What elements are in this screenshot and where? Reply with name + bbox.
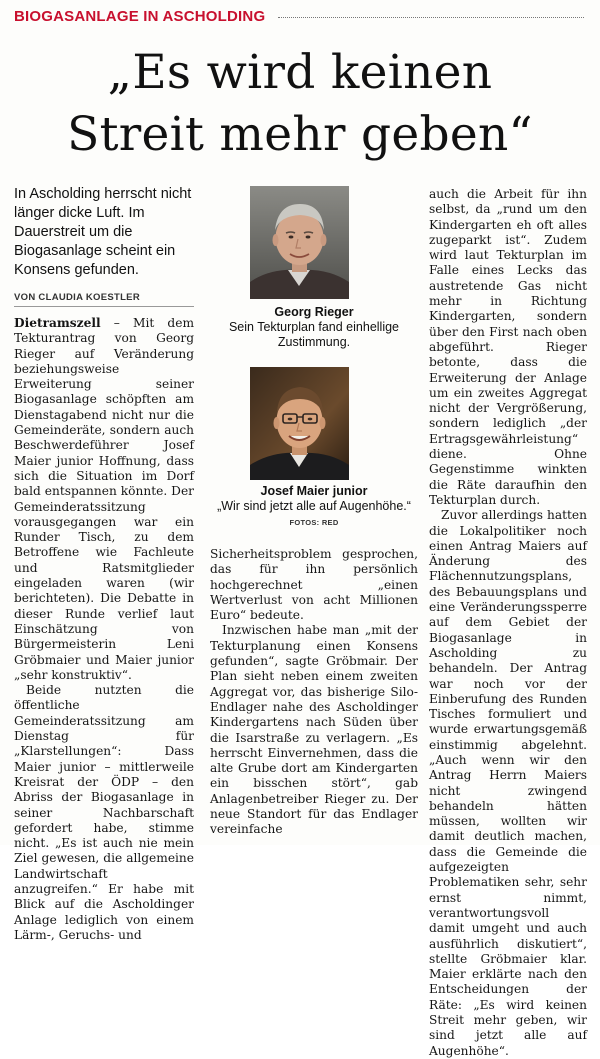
caption-text: Sein Tekturplan fand einhellige Zustimmung. [228,320,400,349]
author-byline: VON CLAUDIA KOESTLER [14,292,140,303]
photo-credit: FOTOS: RED [289,518,339,527]
dateline-place: Dietramszell [14,316,101,330]
caption-name: Josef Maier junior [260,484,368,498]
paragraph: Zuvor allerdings hatten die Lokalpolitiker noch einen Antrag Maiers auf Änderung des Flächennutzungsplans, des Bebauungsplans und eine Veränderungssperre auf dem Gebiet der Biogasanlage in Ascholding zu behandeln. Der Antrag war noch vor der Einberufung des Runden Tisches formuliert und wurde erwartungsgemäß einstimmig abgelehnt. „Auch wenn wir den Antrag Herrn Maiers nicht zwingend behandeln hätten müssen, wollten wir damit deutlich machen, dass die Gemeinde die aufgezeigten Problematiken sehr, sehr ernst nimmt, verantwortungsvoll damit umgeht und auch ausführlich diskutiert“, stellte Gröbmaier klar. Maier erklärte nach den Entscheidungen der Räte: „Es wird keinen Streit mehr geben, wir sind jetzt alle auf Augenhöhe“. [429,508,587,1058]
paragraph: Beide nutzten die öffentliche Gemeinderatssitzung am Dienstag für „Klarstellungen“: Dass Maier junior – mittlerweile Kreisrat der ÖDP – den Abriss der Biogasanlage in seiner Nachbarschaft gefordert habe, stimme nicht. „Es ist auch nie mein Ziel gewesen, die allgemeine Landwirtschaft anzugreifen.“ Er habe mit Blick auf die Ascholdinger Anlage lediglich von einem Lärm-, Geruchs- und [14,683,194,942]
article-column-2 [210,547,418,838]
caption-text: „Wir sind jetzt alle auf Augenhöhe.“ FOTOS: RED [217,499,411,527]
caption-name: Georg Rieger [274,305,354,319]
rubric-dotted-rule [278,17,584,18]
paragraph [14,316,194,683]
headline-line-1: „Es wird keinen [107,45,493,100]
article-column-3 [429,187,587,1059]
photo-caption-maier [210,484,418,530]
headline-line-2: Streit mehr geben“ [67,107,533,162]
paragraph-text: – Mit dem Tekturantrag von Georg Rieger auf Veränderung beziehungsweise Erweiterung seiner Biogasanlage schöpften am Dienstagabend nicht nur die Gemeinderäte, sondern auch Beschwerdeführer Josef Maier junior Hoffnung, dass sich die Situation im Dorf bald entspannen könnte. Der Gemeinderatssitzung vorausgegangen war ein Runder Tisch, zu dem Betroffene wie Fachleute und Ratsmitglieder eingeladen waren (wir berichteten). Die Debatte in dieser Runde verlief laut Einschätzung von Bürgermeisterin Leni Gröbmaier und Maier junior „sehr konstruktiv“. [14,316,194,682]
paragraph: Inzwischen habe man „mit der Tekturplanung einen Konsens gefunden“, sagte Gröbmair. Der Plan sieht neben einem zweiten Aggregat vor, das bisherige Silo-Endlager nahe des Ascholdinger Kindergartens nach Süden über die Isarstraße zu verlagern. „Es herrscht Einvernehmen, dass die alte Grube dort am Kindergarten ein bisschen stört“, gab Anlagenbetreiber Rieger zu. Der neue Standort für das Endlager vereinfache [210,623,418,837]
article-column-1 [14,316,194,943]
byline-rule [14,306,194,307]
article-teaser: In Ascholding herrscht nicht länger dicke Luft. Im Dauerstreit um die Biogasanlage scheint ein Konsens gefunden. [14,186,192,278]
section-rubric: BIOGASANLAGE IN ASCHOLDING [14,8,266,25]
photo-caption-rieger [210,305,418,350]
paragraph: Sicherheitsproblem gesprochen, das für ihn persönlich hochgerechnet „einen Wertverlust von acht Millionen Euro“ bedeute. [210,547,418,623]
photo-josef-maier-junior [250,367,349,480]
paragraph: auch die Arbeit für ihn selbst, da „rund um den Kindergarten eh oft alles zugeparkt ist“. Zudem wird laut Tekturplan im Falle eines Lecks das austretende Gas nicht mehr in Richtung Kindergarten, sondern über den First nach oben abgeführt. Rieger betonte, dass die Erweiterung der Anlage um ein zweites Aggregat nicht der Vergrößerung, sondern lediglich „der Ertragsgewährleistung“ diene. Ohne Gegenstimme winkten die Räte daraufhin den Tekturplan durch. [429,187,587,507]
photo-georg-rieger [250,186,349,299]
